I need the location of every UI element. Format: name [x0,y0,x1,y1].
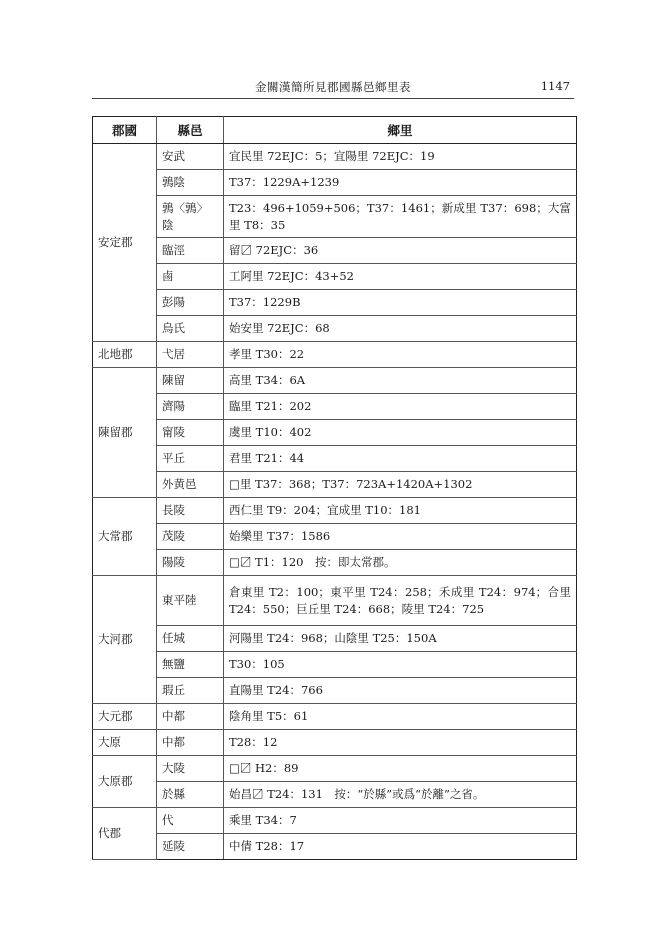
village-cell: 始樂里 T37：1586 [224,524,577,550]
table-row [93,368,577,394]
page-number: 1147 [540,79,570,93]
table-row [93,782,577,808]
county-cell: 任城 [157,626,224,652]
table-row [93,626,577,652]
commandery-cell: 大元郡 [93,704,157,730]
village-cell: 孝里 T30：22 [224,342,577,368]
table-row [93,170,577,196]
county-cell: 中都 [157,704,224,730]
running-title: 金關漢簡所見郡國縣邑鄉里表 [255,80,411,94]
village-cell: 倉東里 T2：100；東平里 T24：258；禾成里 T24：974；合里 T24：550；巨丘里 T24：668；陵里 T24：725 [224,576,577,626]
table-row [93,730,577,756]
village-cell: 宜民里 72EJC：5；宜陽里 72EJC：19 [224,144,577,170]
village-cell: 河陽里 T24：968；山陰里 T25：150A [224,626,577,652]
village-cell: □〼 T1：120 按：即太常郡。 [224,550,577,576]
village-cell: 中倩 T28：17 [224,834,577,860]
column-header-jun: 郡國 [93,117,157,144]
table-row [93,704,577,730]
village-cell: □〼 H2：89 [224,756,577,782]
commandery-cell: 代郡 [93,808,157,860]
county-cell: 茂陵 [157,524,224,550]
village-cell: T37：1229B [224,290,577,316]
table-row [93,472,577,498]
table-row [93,238,577,264]
table-row [93,498,577,524]
county-cell: 甯陵 [157,420,224,446]
county-cell: 彭陽 [157,290,224,316]
column-header-li: 鄉里 [224,117,577,144]
county-cell: 於縣 [157,782,224,808]
county-cell: 中都 [157,730,224,756]
village-cell: 君里 T21：44 [224,446,577,472]
village-cell: 始安里 72EJC：68 [224,316,577,342]
commandery-cell: 安定郡 [93,144,157,342]
county-cell: 長陵 [157,498,224,524]
table-row [93,290,577,316]
running-head [92,78,574,99]
county-cell: 外黄邑 [157,472,224,498]
table-row [93,316,577,342]
county-cell: 陽陵 [157,550,224,576]
village-cell: 臨里 T21：202 [224,394,577,420]
county-cell: 烏氏 [157,316,224,342]
table-row [93,524,577,550]
table-row [93,652,577,678]
county-cell: 鶉陰 [157,170,224,196]
table-row [93,756,577,782]
village-cell: 留〼 72EJC：36 [224,238,577,264]
county-cell: 陳留 [157,368,224,394]
county-cell: 瑕丘 [157,678,224,704]
village-cell: 乘里 T34：7 [224,808,577,834]
table-row [93,446,577,472]
county-cell: 安武 [157,144,224,170]
table-row [93,196,577,238]
commandery-cell: 大常郡 [93,498,157,576]
county-cell: 代 [157,808,224,834]
commandery-cell: 大河郡 [93,576,157,704]
village-cell: 陰角里 T5：61 [224,704,577,730]
village-cell: T37：1229A+1239 [224,170,577,196]
table-row [93,394,577,420]
table-row [93,264,577,290]
county-cell: 鶉〈鶉〉陰 [157,196,224,238]
county-cell: 延陵 [157,834,224,860]
village-cell: T28：12 [224,730,577,756]
table-row [93,420,577,446]
county-cell: 平丘 [157,446,224,472]
village-cell: T23：496+1059+506；T37：1461；新成里 T37：698；大富里 T8：35 [224,196,577,238]
commandery-cell: 陳留郡 [93,368,157,498]
commandery-cell: 北地郡 [93,342,157,368]
county-cell: 弋居 [157,342,224,368]
village-cell: 虞里 T10：402 [224,420,577,446]
county-village-table [92,116,577,860]
table-row [93,342,577,368]
table-row [93,678,577,704]
table-row [93,576,577,626]
county-cell: 東平陸 [157,576,224,626]
village-cell: 工阿里 72EJC：43+52 [224,264,577,290]
village-cell: □里 T37：368；T37：723A+1420A+1302 [224,472,577,498]
village-cell: 始昌〼 T24：131 按：“於縣”或爲“於離”之省。 [224,782,577,808]
village-cell: 西仁里 T9：204；宜成里 T10：181 [224,498,577,524]
commandery-cell: 大原郡 [93,756,157,808]
table-row [93,144,577,170]
village-cell: 直陽里 T24：766 [224,678,577,704]
table-row [93,808,577,834]
county-cell: 濟陽 [157,394,224,420]
commandery-cell: 大原 [93,730,157,756]
table-row [93,550,577,576]
table-header-row [93,117,577,144]
county-cell: 大陵 [157,756,224,782]
table-row [93,834,577,860]
village-cell: T30：105 [224,652,577,678]
county-cell: 鹵 [157,264,224,290]
county-cell: 臨涇 [157,238,224,264]
village-cell: 高里 T34：6A [224,368,577,394]
county-cell: 無鹽 [157,652,224,678]
column-header-xian: 縣邑 [157,117,224,144]
